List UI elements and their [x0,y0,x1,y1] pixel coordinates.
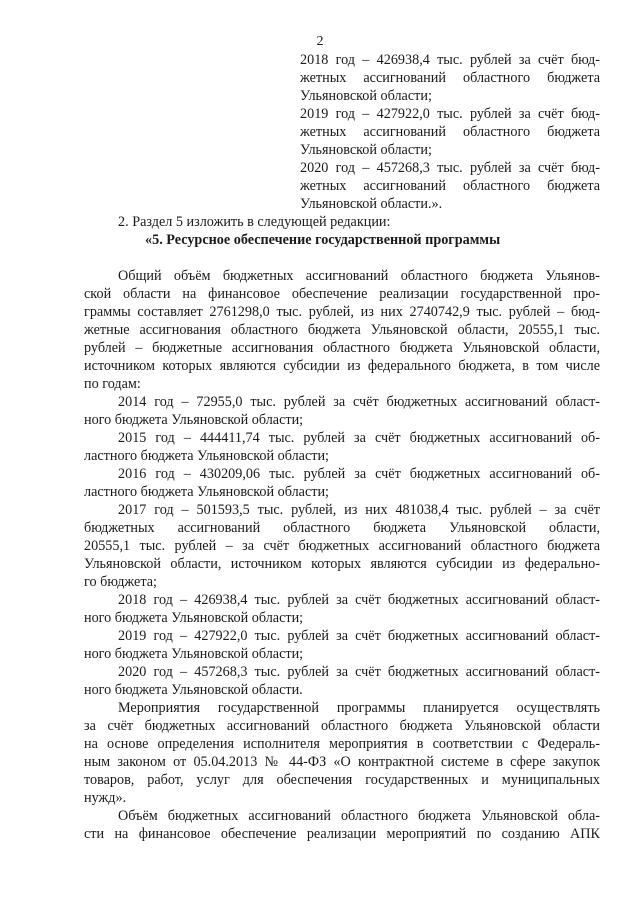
body-line: Мероприятия государственной программы планируется осуществлять [118,700,600,716]
body-line: ластного бюджета Ульяновской области; [84,448,330,464]
body-line: сти на финансовое обеспечение реализации мероприятий по созданию АПК [84,826,600,842]
body-line: 2019 год – 427922,0 тыс. рублей за счёт бюджетных ассигнований област- [118,628,600,644]
body-line: нужд». [84,790,127,806]
body-line: 2014 год – 72955,0 тыс. рублей за счёт бюджетных ассигнований област- [118,394,600,410]
top-block-line: жетных ассигнований областного бюджета [300,124,600,140]
top-block-line: 2018 год – 426938,4 тыс. рублей за счёт бюд- [300,52,600,68]
page-number: 2 [316,34,324,49]
body-line: 2017 год – 501593,5 тыс. рублей, из них 481038,4 тыс. рублей – за счёт [118,502,600,518]
top-block-line: Ульяновской области; [300,142,432,158]
top-block-line: 2019 год – 427922,0 тыс. рублей за счёт бюд- [300,106,600,122]
body-line: ного бюджета Ульяновской области; [84,412,304,428]
body-line: бюджетных ассигнований областного бюджета Ульяновской области, [84,520,600,536]
body-line: на основе определения исполнителя мероприятия в соответствии с Федераль- [84,736,600,752]
top-block-line: Ульяновской области.». [300,196,443,212]
body-line: Объём бюджетных ассигнований областного бюджета Ульяновской обла- [118,808,600,824]
body-line: за счёт бюджетных ассигнований областного бюджета Ульяновской области [84,718,600,734]
body-line: граммы составляет 2761298,0 тыс. рублей, из них 2740742,9 тыс. рублей – бюд- [84,304,600,320]
body-line: источником которых являются субсидии из федерального бюджета, в том числе [84,358,600,374]
body-line: ластного бюджета Ульяновской области; [84,484,330,500]
body-line: жетные ассигнования областного бюджета Ульяновской области, 20555,1 тыс. [84,322,600,338]
body-line: по годам: [84,376,141,392]
section-heading: «5. Ресурсное обеспечение государственной программы [145,232,501,248]
list-item-2: 2. Раздел 5 изложить в следующей редакции: [118,214,391,230]
body-line: Общий объём бюджетных ассигнований областного бюджета Ульянов- [118,268,600,284]
body-line: ным законом от 05.04.2013 № 44-ФЗ «О контрактной системе в сфере закупок [84,754,600,770]
body-line: ного бюджета Ульяновской области; [84,646,304,662]
body-line: 2020 год – 457268,3 тыс. рублей за счёт бюджетных ассигнований област- [118,664,600,680]
top-block-line: Ульяновской области; [300,88,432,104]
body-line: 2018 год – 426938,4 тыс. рублей за счёт бюджетных ассигнований област- [118,592,600,608]
body-line: Ульяновской области, источником которых являются субсидии из федерально- [84,556,600,572]
body-line: ного бюджета Ульяновской области. [84,682,303,698]
body-line: 2015 год – 444411,74 тыс. рублей за счёт бюджетных ассигнований об- [118,430,600,446]
top-block-line: жетных ассигнований областного бюджета [300,178,600,194]
body-line: го бюджета; [84,574,157,590]
body-line: 2016 год – 430209,06 тыс. рублей за счёт бюджетных ассигнований об- [118,466,600,482]
body-line: ской области на финансовое обеспечение реализации государственной про- [84,286,600,302]
top-block-line: жетных ассигнований областного бюджета [300,70,600,86]
body-line: рублей – бюджетные ассигнования областного бюджета Ульяновской области, [84,340,600,356]
body-line: ного бюджета Ульяновской области; [84,610,304,626]
body-line: 20555,1 тыс. рублей – за счёт бюджетных ассигнований областного бюджета [84,538,600,554]
body-line: товаров, работ, услуг для обеспечения государственных и муниципальных [84,772,600,788]
top-block-line: 2020 год – 457268,3 тыс. рублей за счёт бюд- [300,160,600,176]
